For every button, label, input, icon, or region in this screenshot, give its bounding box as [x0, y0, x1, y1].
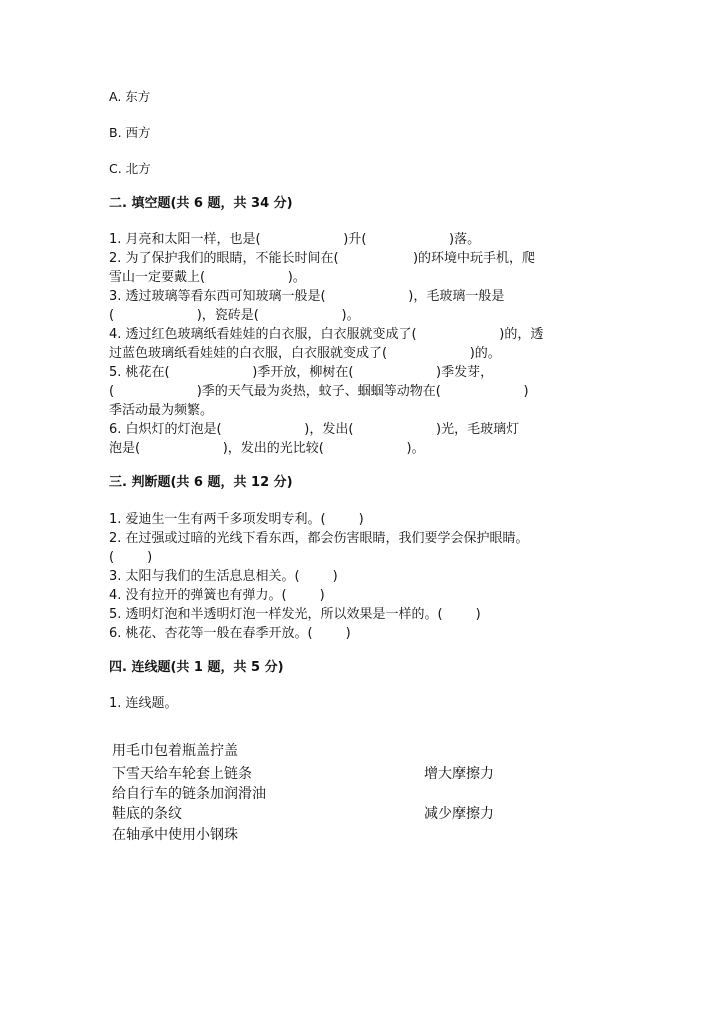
option-b: B. 西方 — [109, 125, 151, 140]
fill-line-11: 6. 白炽灯的灯泡是( )，发出( )光，毛玻璃灯 — [109, 422, 520, 437]
judge-line-1: 1. 爱迪生一生有两千多项发明专利。( ) — [109, 512, 364, 527]
section-heading-fill-blank: 二. 填空题(共 6 题，共 34 分) — [109, 196, 293, 211]
fill-line-12: 泡是( )，发出的光比较( )。 — [109, 441, 425, 456]
section-heading-true-false: 三. 判断题(共 6 题，共 12 分) — [109, 475, 293, 490]
match-left-item-3: 给自行车的链条加润滑油 — [112, 786, 266, 802]
match-left-item-2: 下雪天给车轮套上链条 — [112, 766, 252, 782]
judge-line-3: ( ) — [109, 550, 153, 565]
match-left-item-5: 在轴承中使用小钢珠 — [112, 827, 238, 843]
option-a: A. 东方 — [109, 89, 151, 104]
fill-line-2: 2. 为了保护我们的眼睛，不能长时间在( )的环境中玩手机，爬 — [109, 251, 536, 266]
fill-line-5: ( )，瓷砖是( )。 — [109, 308, 360, 323]
fill-line-3: 雪山一定要戴上( )。 — [109, 270, 306, 285]
match-right-item-1: 增大摩擦力 — [424, 766, 494, 782]
match-right-item-2: 减少摩擦力 — [424, 806, 494, 822]
fill-line-4: 3. 透过玻璃等看东西可知玻璃一般是( )，毛玻璃一般是 — [109, 289, 505, 304]
fill-line-10: 季活动最为频繁。 — [109, 403, 214, 418]
matching-question: 1. 连线题。 — [109, 696, 178, 711]
match-left-item-1: 用毛巾包着瓶盖拧盖 — [112, 743, 238, 759]
judge-line-2: 2. 在过强或过暗的光线下看东西，都会伤害眼睛，我们要学会保护眼睛。 — [109, 531, 529, 546]
fill-line-9: ( )季的天气最为炎热，蚊子、蝈蝈等动物在( ) — [109, 384, 529, 399]
judge-line-6: 5. 透明灯泡和半透明灯泡一样发光，所以效果是一样的。( ) — [109, 607, 481, 622]
judge-line-7: 6. 桃花、杏花等一般在春季开放。( ) — [109, 626, 351, 641]
option-c: C. 北方 — [109, 161, 151, 176]
match-left-item-4: 鞋底的条纹 — [112, 806, 182, 822]
fill-line-1: 1. 月亮和太阳一样，也是( )升( )落。 — [109, 232, 481, 247]
fill-line-8: 5. 桃花在( )季开放，柳树在( )季发芽， — [109, 365, 494, 380]
judge-line-4: 3. 太阳与我们的生活息息相关。( ) — [109, 569, 338, 584]
section-heading-matching: 四. 连线题(共 1 题，共 5 分) — [109, 660, 284, 675]
judge-line-5: 4. 没有拉开的弹簧也有弹力。( ) — [109, 588, 325, 603]
fill-line-6: 4. 透过红色玻璃纸看娃娃的白衣服，白衣服就变成了( )的，透 — [109, 327, 544, 342]
fill-line-7: 过蓝色玻璃纸看娃娃的白衣服，白衣服就变成了( )的。 — [109, 346, 501, 361]
